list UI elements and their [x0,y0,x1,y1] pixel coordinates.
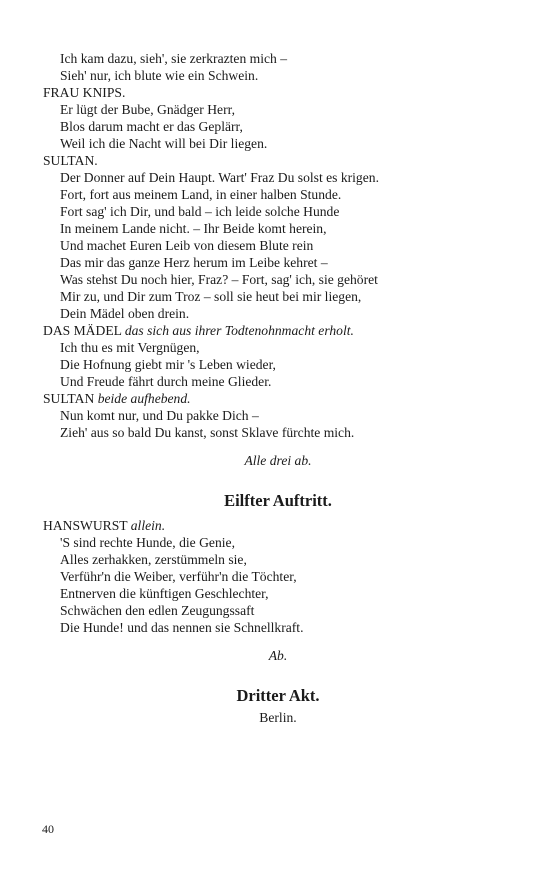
verse-line: Die Hofnung giebt mir 's Leben wieder, [60,357,276,372]
verse-line: Der Donner auf Dein Haupt. Wart' Fraz Du solst es krigen. [60,170,379,185]
stage-direction: beide aufhebend. [97,391,191,406]
verse-line: Sieh' nur, ich blute wie ein Schwein. [60,68,259,83]
speaker-name: SULTAN. [43,153,98,168]
speaker-name: DAS MÄDEL [43,323,122,338]
setting-location: Berlin. [259,710,297,725]
verse-line: Ich kam dazu, sieh', sie zerkrazten mich – [60,51,288,66]
verse-line: 'S sind rechte Hunde, die Genie, [60,535,235,550]
verse-line: In meinem Lande nicht. – Ihr Beide komt herein, [60,221,327,236]
speaker-line [43,517,513,534]
verse-line: Schwächen den edlen Zeugungssaft [60,603,255,618]
page-text [43,50,513,726]
speaker-name: SULTAN [43,391,95,406]
verse-line: Das mir das ganze Herz herum im Leibe kehret – [60,255,328,270]
speaker-name: HANSWURST [43,518,128,533]
verse-line: Alles zerhakken, zerstümmeln sie, [60,552,247,567]
verse-line: Verführ'n die Weiber, verführ'n die Töchter, [60,569,297,584]
speaker-name: FRAU KNIPS. [43,85,126,100]
verse-line: Die Hunde! und das nennen sie Schnellkraft. [60,620,304,635]
page-number: 40 [42,822,54,836]
verse-line: Und Freude fährt durch meine Glieder. [60,374,272,389]
stage-direction: allein. [130,518,166,533]
verse-line: Entnerven die künftigen Geschlechter, [60,586,269,601]
verse-line: Dein Mädel oben drein. [60,306,190,321]
verse-line: Weil ich die Nacht will bei Dir liegen. [60,136,268,151]
verse-line: Und machet Euren Leib von diesem Blute rein [60,238,314,253]
speaker-line [43,84,513,101]
verse-line: Fort, fort aus meinem Land, in einer halben Stunde. [60,187,342,202]
verse-line: Fort sag' ich Dir, und bald – ich leide solche Hunde [60,204,340,219]
verse-line: Zieh' aus so bald Du kanst, sonst Sklave fürchte mich. [60,425,355,440]
verse-line: Was stehst Du noch hier, Fraz? – Fort, sag' ich, sie gehöret [60,272,378,287]
speaker-line [43,390,513,407]
scene-heading: Eilfter Auftritt. [224,491,332,510]
verse-line: Mir zu, und Dir zum Troz – soll sie heut bei mir liegen, [60,289,362,304]
stage-direction-centered: Ab. [268,648,288,663]
speaker-line [43,322,513,339]
act-heading: Dritter Akt. [236,686,320,705]
speaker-line [43,152,513,169]
stage-direction-centered: Alle drei ab. [244,453,312,468]
verse-line: Er lügt der Bube, Gnädger Herr, [60,102,235,117]
verse-line: Nun komt nur, und Du pakke Dich – [60,408,259,423]
verse-line: Blos darum macht er das Geplärr, [60,119,243,134]
stage-direction: das sich aus ihrer Todtenohnmacht erholt. [124,323,354,338]
verse-line: Ich thu es mit Vergnügen, [60,340,200,355]
